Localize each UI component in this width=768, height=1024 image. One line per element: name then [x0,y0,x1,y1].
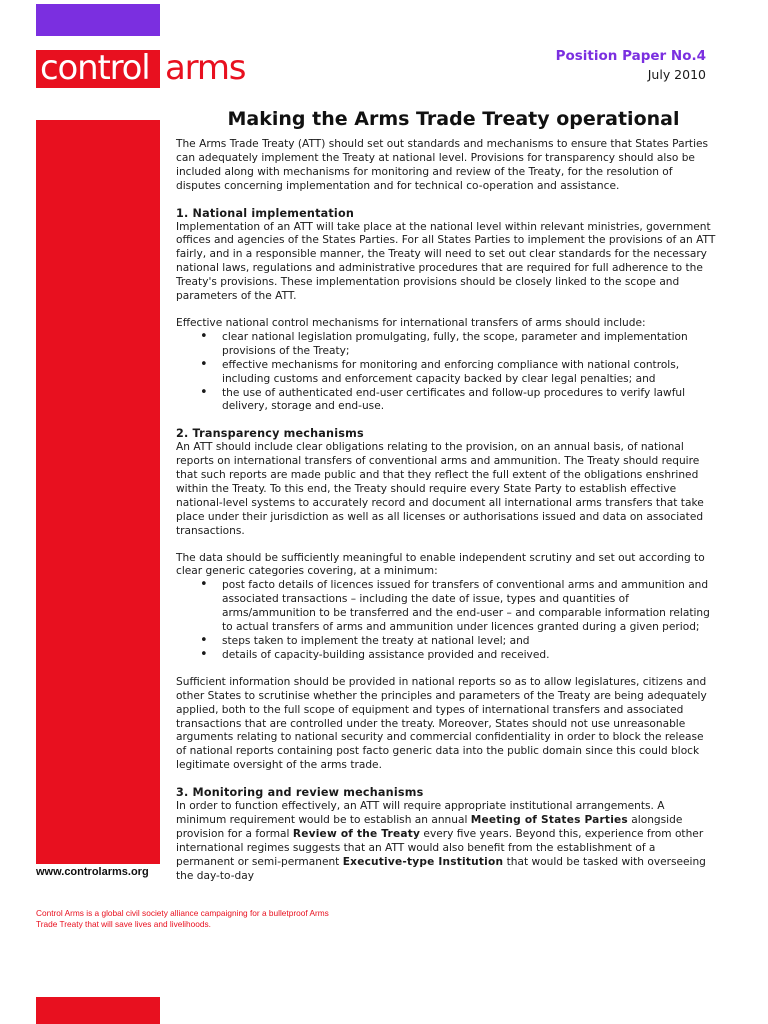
document-title: Making the Arms Trade Treaty operational [227,108,680,130]
section1-paragraph-2: Effective national control mechanisms for international transfers of arms should include: [176,316,646,329]
section3-text-4: that would be tasked with overseeing the day-to-day [176,855,706,882]
section2-paragraph-1: An ATT should include clear obligations relating to the provision, on an annual basis, of national reports on international transfers of conventional arms and ammunition. The Treaty should require that such reports are made public and that they reflect the full extent of the obligations enshrined within the Treaty. To this end, the Treaty should require every State Party to establish effective national-level systems to accurately record and document all international arms transfers that take place under their jurisdiction as well as all licenses or authorisations issued and data on associated transactions. [176,441,704,537]
section2-paragraph-2: The data should be sufficiently meaningful to enable independent scrutiny and set out according to clear generic categories covering, at a minimum: [176,551,705,578]
position-paper-label: Position Paper No.4 [555,48,706,64]
list-item: • details of capacity-building assistance provided and received. [222,649,716,663]
section-heading-monitoring: 3. Monitoring and review mechanisms [176,786,424,800]
website-link[interactable]: www.controlarms.org [36,866,149,878]
section-heading-transparency: 2. Transparency mechanisms [176,427,364,441]
list-item: • the use of authenticated end-user certificates and follow-up procedures to verify lawful delivery, storage and end-use. [222,387,716,415]
purple-header-bar [36,4,160,36]
section2-bullet-list [176,579,716,662]
section1-paragraph-1: Implementation of an ATT will take place at the national level within relevant ministries, government offices and agencies of the States Parties. For all States Parties to implement the provisions of an ATT fairly, and in a responsible manner, the Treaty will need to set out clear standards for the necessary national laws, regulations and administrative procedures that are required for full adherence to the Treaty's provisions. These implementation provisions should be closely linked to the scope and parameters of the ATT. [176,220,716,303]
section3-paragraph [176,800,716,883]
red-bottom-bar [36,997,160,1024]
section3-text-3: every five years. Beyond this, experience from other international regimes suggests that an ATT would also benefit from the establishment of a permanent or semi-permanent [176,827,704,868]
intro-paragraph: The Arms Trade Treaty (ATT) should set out standards and mechanisms to ensure that States Parties can adequately implement the Treaty at national level. Provisions for transparency should also be included along with mechanisms for monitoring and review of the Treaty, for the resolution of disputes concerning implementation and for technical co-operation and assistance. [176,138,709,192]
section-heading-national-implementation: 1. National implementation [176,206,355,220]
executive-type-institution-term: Executive-type Institution [342,855,504,868]
red-side-bar [36,120,160,864]
review-of-treaty-term: Review of the Treaty [292,827,421,840]
list-item: • effective mechanisms for monitoring and enforcing compliance with national controls, including customs and enforcement capacity backed by clear legal penalties; and [222,359,716,387]
campaign-tagline: Control Arms is a global civil society alliance campaigning for a bulletproof Arms Trade Treaty that will save lives and livelihoods. [36,908,329,929]
meeting-of-states-parties-term: Meeting of States Parties [470,813,628,826]
section1-bullet-list [176,331,716,414]
logo-text-arms: arms [165,48,246,88]
section3-text-1: In order to function effectively, an ATT will require appropriate institutional arrangements. A minimum requirement would be to establish an annual [176,800,665,826]
section2-paragraph-3: Sufficient information should be provided in national reports so as to allow legislatures, citizens and other States to scrutinise whether the principles and parameters of the Treaty are being adequately applied, both to the full scope of equipment and types of international transfers and associated transactions that are controlled under the treaty. Moreover, States should not use unreasonable arguments relating to national security and commercial confidentiality in order to block the release of national reports containing post facto generic data into the public domain since this could block legitimate oversight of the arms trade. [176,675,707,772]
list-item: • steps taken to implement the treaty at national level; and [222,635,716,649]
list-item: • clear national legislation promulgating, fully, the scope, parameter and implementation provisions of the Treaty; [222,331,716,359]
document-body [176,138,716,897]
logo-text-control: control [40,48,150,88]
paper-date: July 2010 [647,67,706,82]
list-item: • post facto details of licences issued for transfers of conventional arms and ammunition and associated transactions – including the date of issue, types and quantities of arms/ammunition to be transferred and the end-user – and comparable information relating to actual transfers of arms and ammunition under licences granted during a given period; [222,579,716,635]
section3-text-2: alongside provision for a formal [176,813,683,840]
